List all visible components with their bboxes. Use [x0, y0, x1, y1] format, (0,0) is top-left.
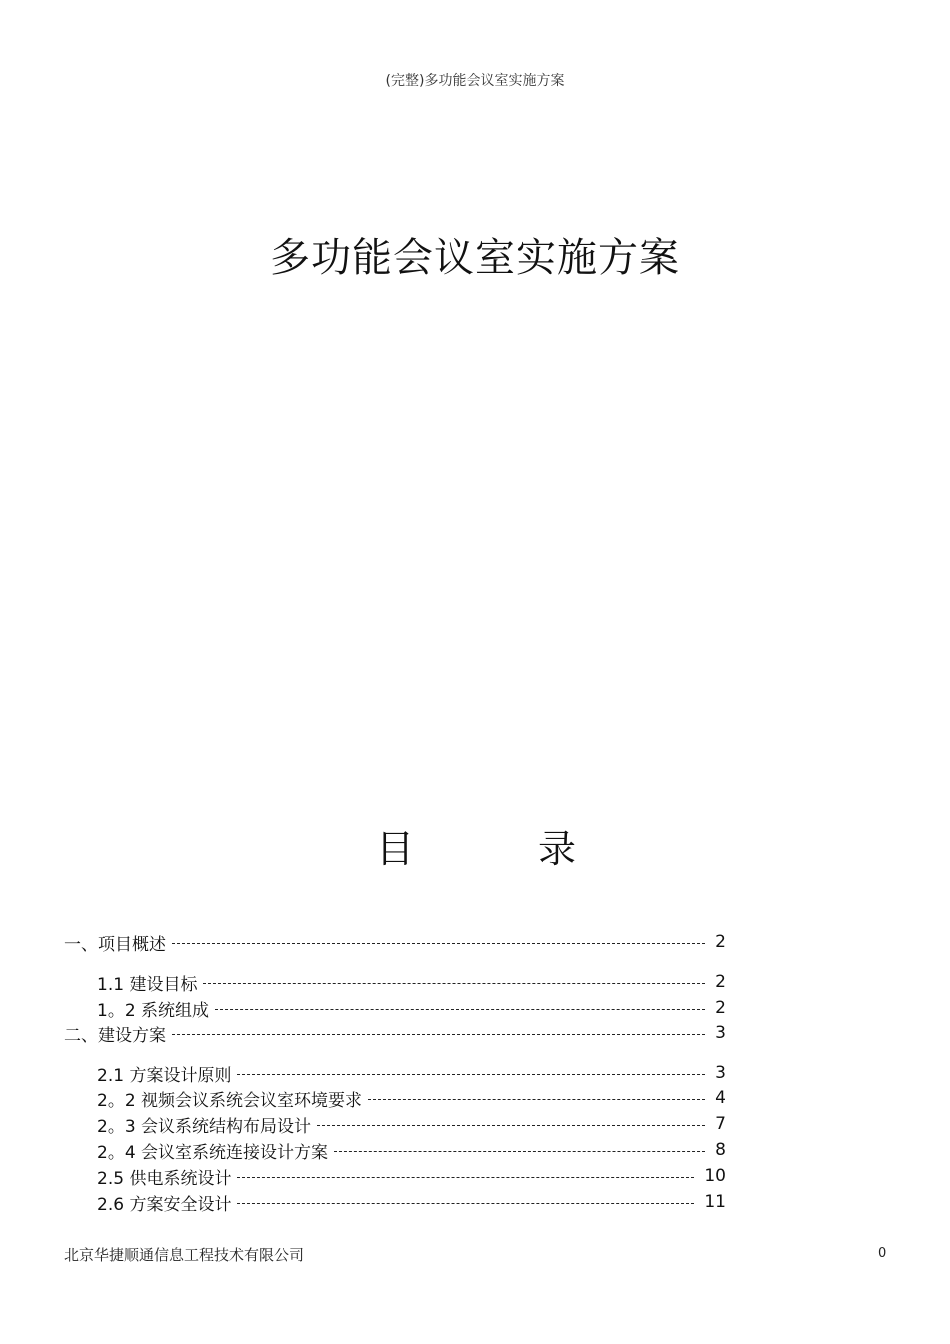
toc-leader	[237, 1203, 694, 1204]
document-title: 多功能会议室实施方案	[270, 235, 680, 281]
toc-entry-section-1[interactable]	[64, 930, 726, 954]
running-header: (完整)多功能会议室实施方案	[385, 73, 565, 89]
toc-entry-2-3[interactable]	[97, 1112, 726, 1136]
toc-entry-2-5[interactable]	[97, 1164, 726, 1188]
footer-page-number: 0	[878, 1246, 887, 1261]
footer-company-name: 北京华捷顺通信息工程技术有限公司	[64, 1246, 305, 1264]
toc-entry-label: 2.1 方案设计原则	[97, 1065, 232, 1086]
toc-entry-label: 2。3 会议系统结构布局设计	[97, 1116, 312, 1137]
toc-entry-label: 2.6 方案安全设计	[97, 1194, 232, 1215]
toc-entry-page: 2	[715, 932, 726, 952]
toc-entry-1-2[interactable]	[97, 996, 726, 1020]
toc-leader	[203, 983, 705, 984]
toc-entry-page: 7	[715, 1114, 726, 1134]
toc-leader	[237, 1177, 694, 1178]
toc-leader	[368, 1099, 705, 1100]
toc-entry-label: 1.1 建设目标	[97, 974, 198, 995]
toc-heading-char-2: 录	[538, 827, 577, 871]
toc-entry-label: 2。2 视频会议系统会议室环境要求	[97, 1090, 363, 1111]
toc-entry-section-2[interactable]	[64, 1021, 726, 1045]
toc-entry-page: 8	[715, 1140, 726, 1160]
toc-entry-label: 二、建设方案	[64, 1025, 166, 1046]
toc-entry-2-2[interactable]	[97, 1086, 726, 1110]
toc-entry-page: 10	[704, 1166, 726, 1186]
toc-entry-page: 3	[715, 1063, 726, 1083]
toc-leader	[334, 1151, 705, 1152]
toc-heading-char-1: 目	[376, 827, 415, 871]
toc-entry-page: 2	[715, 998, 726, 1018]
toc-heading	[372, 818, 582, 871]
toc-entry-page: 4	[715, 1088, 726, 1108]
toc-entry-2-1[interactable]	[97, 1061, 726, 1085]
toc-entry-page: 11	[704, 1192, 726, 1212]
toc-entry-label: 1。2 系统组成	[97, 1000, 210, 1021]
toc-entry-label: 2。4 会议室系统连接设计方案	[97, 1142, 329, 1163]
toc-entry-label: 2.5 供电系统设计	[97, 1168, 232, 1189]
toc-leader	[317, 1125, 705, 1126]
toc-entry-label: 一、项目概述	[64, 934, 166, 955]
toc-leader	[172, 1034, 705, 1035]
toc-entry-page: 2	[715, 972, 726, 992]
toc-entry-2-6[interactable]	[97, 1190, 726, 1214]
toc-leader	[237, 1074, 705, 1075]
toc-entry-2-4[interactable]	[97, 1138, 726, 1162]
toc-leader	[215, 1009, 705, 1010]
toc-entry-1-1[interactable]	[97, 970, 726, 994]
toc-leader	[172, 943, 705, 944]
toc-entry-page: 3	[715, 1023, 726, 1043]
